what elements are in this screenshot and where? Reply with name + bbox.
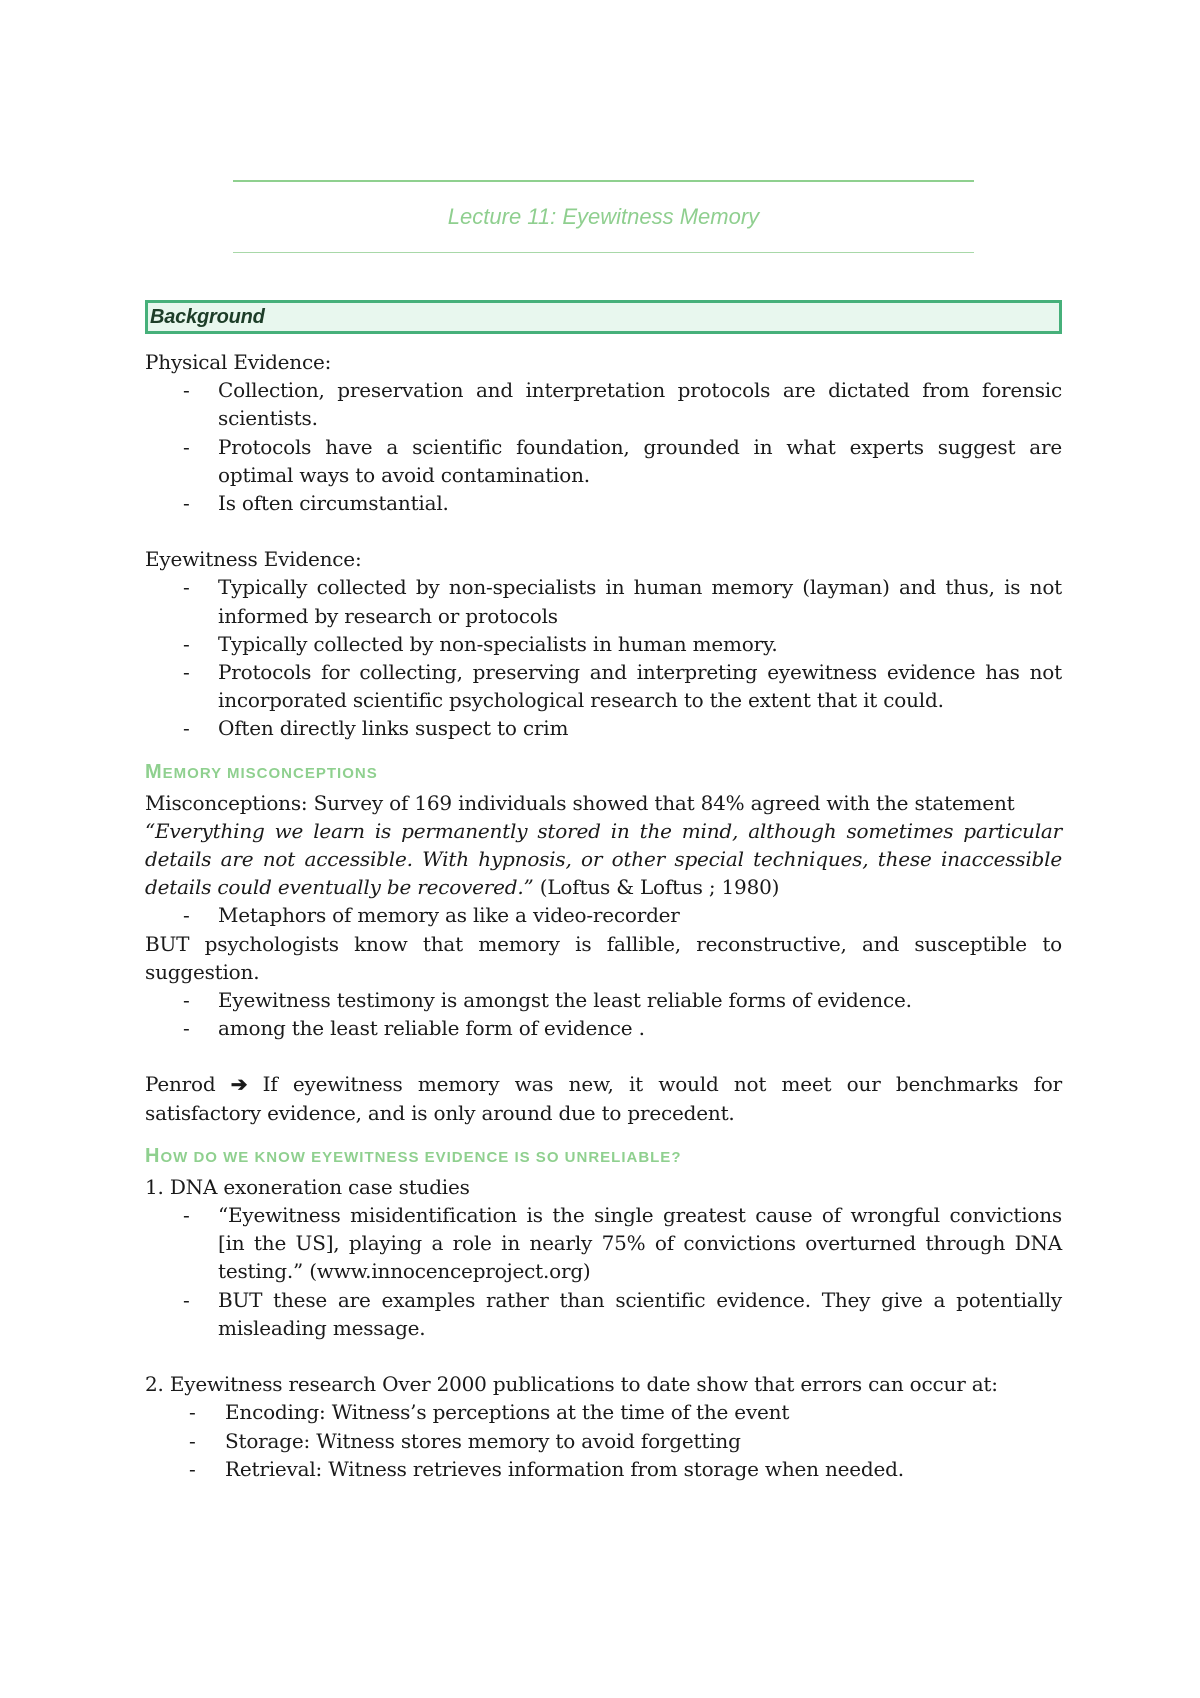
reliability-list (145, 986, 1062, 1042)
list-item: - “Eyewitness misidentification is the single greatest cause of wrongful convictions [in the US], playing a role in nearly 75% of convictions overturned through DNA testing.” (www.innocenceproject.org) (145, 1201, 1062, 1286)
point-dna: 1. DNA exoneration case studies (145, 1174, 470, 1199)
list-item: - Typically collected by non-specialists in human memory (layman) and thus, is not informed by research or protocols (145, 573, 1062, 629)
list-item: - Eyewitness testimony is amongst the least reliable forms of evidence. (145, 986, 1062, 1014)
list-item: - among the least reliable form of evidence . (145, 1014, 1062, 1042)
physical-evidence-heading: Physical Evidence: (145, 350, 332, 374)
document-body (145, 300, 1062, 1483)
list-item: - Often directly links suspect to crim (145, 714, 1062, 742)
arrow-icon: ➔ (230, 1072, 248, 1097)
misconceptions-quote (145, 817, 1062, 902)
list-item: - Protocols have a scientific foundation, grounded in what experts suggest are optimal ways to avoid contamination. (145, 433, 1062, 489)
but-psychologists-text: BUT psychologists know that memory is fallible, reconstructive, and susceptible to suggestion. (145, 931, 1062, 984)
section-heading-background: Background (145, 300, 1062, 334)
unreliable-heading: HOW DO WE KNOW EYEWITNESS EVIDENCE IS SO UNRELIABLE? (145, 1144, 682, 1167)
page-title: Lecture 11: Eyewitness Memory (447, 204, 760, 229)
quote-citation: (Loftus & Loftus ; 1980) (533, 875, 780, 900)
list-item: - Encoding: Witness’s perceptions at the time of the event (145, 1398, 1062, 1426)
eyewitness-evidence-heading: Eyewitness Evidence: (145, 547, 362, 572)
misconceptions-intro: Misconceptions: Survey of 169 individuals showed that 84% agreed with the statement (145, 790, 1015, 815)
physical-evidence-list (145, 376, 1062, 517)
title-bottom-rule (233, 252, 974, 253)
quote-text: “Everything we learn is permanently stored in the mind, although sometimes particular details are not accessible. With hypnosis, or other special techniques, these inaccessible details could eventually be recovered.” (145, 818, 1062, 900)
point-research: 2. Eyewitness research Over 2000 publications to date show that errors can occur at: (145, 1372, 998, 1397)
list-item: - Retrieval: Witness retrieves information from storage when needed. (145, 1455, 1062, 1483)
dna-list (145, 1201, 1062, 1342)
penrod-paragraph (145, 1070, 1062, 1126)
penrod-text: If eyewitness memory was new, it would not meet our benchmarks for satisfactory evidence, and is only around due to precedent. (145, 1072, 1062, 1125)
list-item: - Storage: Witness stores memory to avoid forgetting (145, 1427, 1062, 1455)
list-item: - Protocols for collecting, preserving and interpreting eyewitness evidence has not incorporated scientific psychological research to the extent that it could. (145, 658, 1062, 714)
eyewitness-evidence-list (145, 573, 1062, 742)
list-item: - BUT these are examples rather than scientific evidence. They give a potentially misleading message. (145, 1286, 1062, 1342)
list-item: - Typically collected by non-specialists in human memory. (145, 630, 1062, 658)
list-item: - Is often circumstantial. (145, 489, 1062, 517)
title-block (233, 180, 974, 253)
errors-list (145, 1398, 1062, 1483)
list-item: - Metaphors of memory as like a video-recorder (145, 901, 1062, 929)
list-item: - Collection, preservation and interpretation protocols are dictated from forensic scientists. (145, 376, 1062, 432)
penrod-name: Penrod (145, 1072, 231, 1097)
misconceptions-list (145, 901, 1062, 929)
memory-misconceptions-heading: MEMORY MISCONCEPTIONS (145, 760, 378, 783)
